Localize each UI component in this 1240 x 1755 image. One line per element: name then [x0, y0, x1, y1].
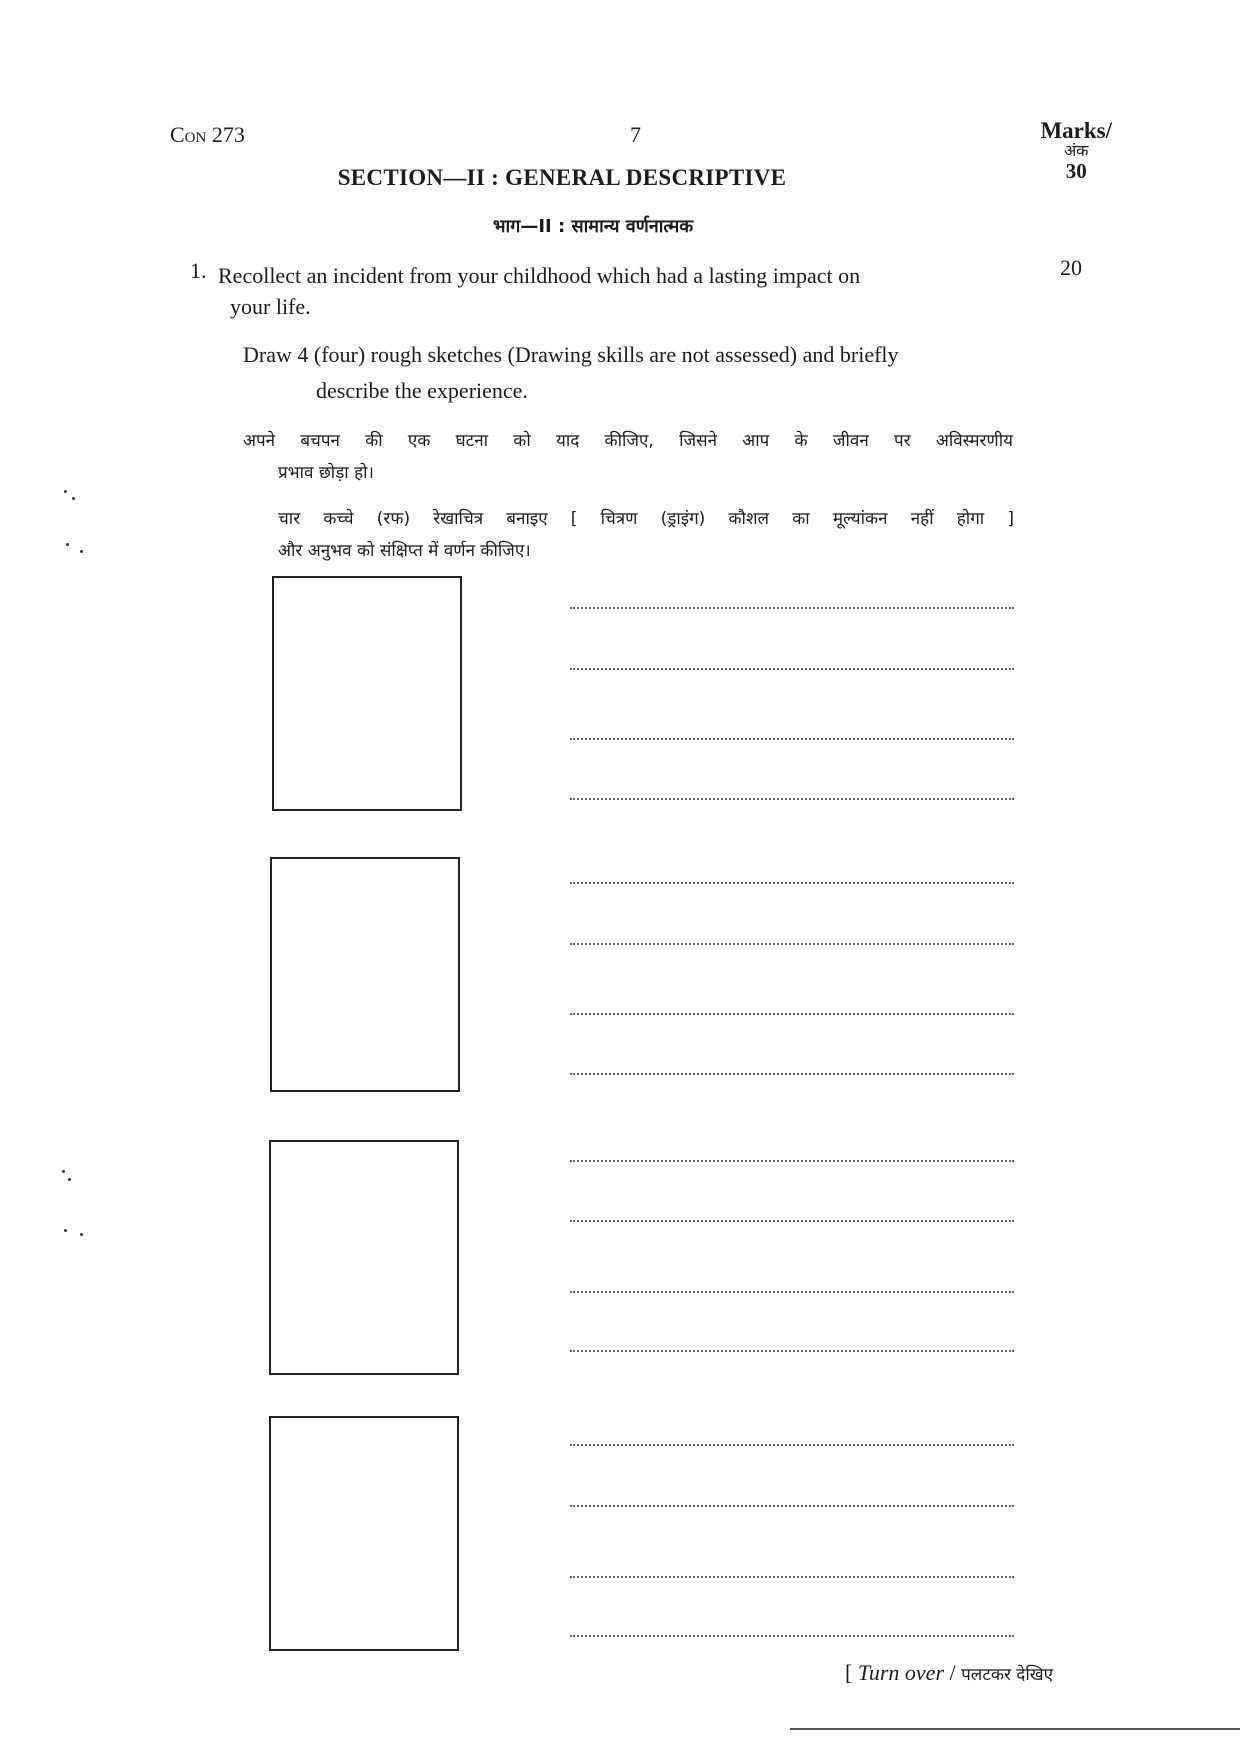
page-number: 7 [630, 122, 641, 147]
writing-line[interactable] [570, 1220, 1014, 1222]
scan-speck [72, 497, 75, 500]
scan-speck [62, 1170, 65, 1173]
writing-line[interactable] [570, 1073, 1014, 1075]
question-text-hindi-line1: अपने बचपन की एक घटना को याद कीजिए, जिसने आप के जीवन पर अविस्मरणीय [243, 431, 1013, 451]
writing-line[interactable] [570, 668, 1014, 670]
turn-over-hindi: पलटकर देखिए [961, 1665, 1054, 1685]
question-marks: 20 [1060, 255, 1082, 280]
writing-line[interactable] [570, 882, 1014, 884]
question-text-line2: your life. [230, 294, 311, 319]
instruction-line2: describe the experience. [316, 378, 528, 403]
scan-edge-line [790, 1728, 1240, 1730]
section-title-hindi [0, 214, 1240, 238]
question-text-line1: Recollect an incident from your childhood which had a lasting impact on [218, 263, 861, 288]
scan-speck [68, 1178, 71, 1181]
writing-line[interactable] [570, 1635, 1014, 1637]
turn-over-separator: / [944, 1660, 962, 1685]
scan-speck [80, 1233, 83, 1236]
question-number: 1. [190, 258, 207, 283]
instruction-hindi-line1: चार कच्चे (रफ) रेखाचित्र बनाइए [ चित्रण (ड्राइंग) कौशल का मूल्यांकन नहीं होगा ] [278, 509, 1014, 529]
scan-speck [64, 1229, 67, 1232]
writing-line[interactable] [570, 1291, 1014, 1293]
turn-over-note: [ Turn over / पलटकर देखिए [845, 1660, 1054, 1685]
section-marks: 30 [1065, 158, 1087, 183]
writing-line[interactable] [570, 1160, 1014, 1162]
sketch-box-2[interactable] [270, 857, 460, 1092]
writing-line[interactable] [570, 607, 1014, 609]
marks-label: Marks/ [1040, 118, 1112, 143]
section-title-hindi-text: भाग—II : सामान्य वर्णनात्मक [492, 216, 694, 237]
section-title [0, 165, 1240, 191]
writing-line[interactable] [570, 1505, 1014, 1507]
marks-label-hindi: अंक [1063, 141, 1089, 161]
writing-line[interactable] [570, 943, 1014, 945]
writing-line[interactable] [570, 738, 1014, 740]
writing-line[interactable] [570, 1350, 1014, 1352]
instruction-line1: Draw 4 (four) rough sketches (Drawing skills are not assessed) and briefly [243, 342, 899, 367]
sketch-box-3[interactable] [269, 1140, 459, 1375]
writing-line[interactable] [570, 798, 1014, 800]
question-text-hindi-line2: प्रभाव छोड़ा हो। [278, 463, 374, 483]
paper-code: Con 273 [170, 122, 245, 147]
scan-speck [80, 550, 83, 553]
turn-over-text: Turn over [857, 1660, 945, 1685]
section-title-text: SECTION—II : GENERAL DESCRIPTIVE [337, 165, 787, 190]
instruction-hindi-line2: और अनुभव को संक्षिप्त में वर्णन कीजिए। [278, 541, 531, 561]
sketch-box-1[interactable] [272, 576, 462, 811]
scan-speck [64, 490, 67, 493]
scan-speck [66, 543, 69, 546]
writing-line[interactable] [570, 1013, 1014, 1015]
writing-line[interactable] [570, 1444, 1014, 1446]
writing-line[interactable] [570, 1576, 1014, 1578]
sketch-box-4[interactable] [269, 1416, 459, 1651]
